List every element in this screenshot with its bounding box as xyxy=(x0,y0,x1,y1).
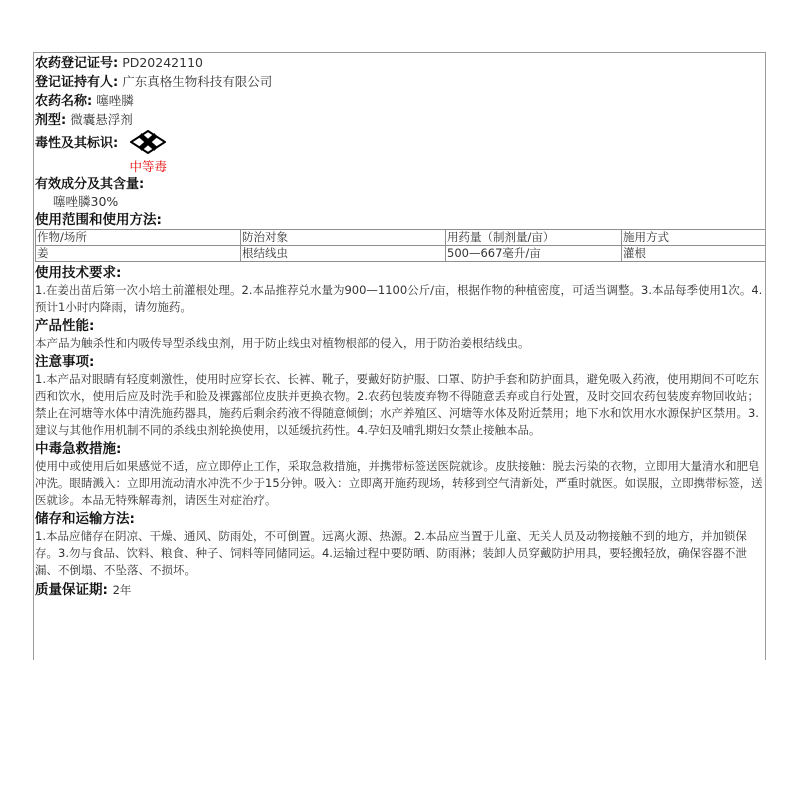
usage-cell-method: 灌根 xyxy=(622,246,767,262)
technical-text: 1.在姜出苗后第一次小培土前灌根处理。2.本品推荐兑水量为900—1100公斤/亩，根据作物的种植密度，可适当调整。3.本品每季使用1次。4.预计1小时内降雨，请勿施药。 xyxy=(35,283,763,314)
usage-cell-crop: 姜 xyxy=(36,246,241,262)
registration-value: PD20242110 xyxy=(122,55,203,70)
warranty-row xyxy=(35,582,765,599)
first-aid-text: 使用中或使用后如果感觉不适，应立即停止工作，采取急救措施，并携带标签送医院就诊。皮肤接触：脱去污染的衣物，立即用大量清水和肥皂冲洗。眼睛溅入：立即用流动清水冲洗不少于15分钟。吸入：立即离开施药现场，转移到空气清新处，严重时就医。如误服，立即携带标签，送医就诊。本品无特殊解毒剂，请医生对症治疗。 xyxy=(35,459,763,507)
first-aid-heading: 中毒急救措施: xyxy=(35,441,122,457)
formulation-label: 剂型: xyxy=(35,113,67,128)
usage-header-dosage: 用药量（制剂量/亩） xyxy=(446,230,622,246)
toxicity-diamond-cross-icon xyxy=(130,130,166,154)
active-ingredient-value: 噻唑膦30% xyxy=(53,194,119,209)
active-ingredient-row xyxy=(35,175,765,194)
registration-row xyxy=(35,54,765,73)
toxicity-row xyxy=(35,130,765,176)
table-row xyxy=(36,246,767,262)
holder-value: 广东真格生物科技有限公司 xyxy=(122,74,273,89)
usage-header-target: 防治对象 xyxy=(241,230,446,246)
precautions-heading: 注意事项: xyxy=(35,354,95,370)
usage-header-method: 施用方式 xyxy=(622,230,767,246)
toxicity-mark xyxy=(126,130,170,174)
storage-heading: 储存和运输方法: xyxy=(35,511,135,527)
holder-label: 登记证持有人: xyxy=(35,75,119,90)
pesticide-name-value: 噻唑膦 xyxy=(96,93,134,108)
warranty-value: 2年 xyxy=(112,583,132,597)
usage-cell-dosage: 500—667毫升/亩 xyxy=(446,246,622,262)
usage-table-header xyxy=(36,230,767,246)
usage-cell-target: 根结线虫 xyxy=(241,246,446,262)
performance-text: 本产品为触杀性和内吸传导型杀线虫剂，用于防止线虫对植物根部的侵入，用于防治姜根结线虫。 xyxy=(35,336,530,350)
technical-heading: 使用技术要求: xyxy=(35,265,122,281)
warranty-label: 质量保证期: xyxy=(35,582,108,598)
usage-heading: 使用范围和使用方法: xyxy=(35,212,162,228)
active-ingredient-label: 有效成分及其含量: xyxy=(35,177,145,192)
performance-heading: 产品性能: xyxy=(35,318,95,334)
storage-text: 1.本品应储存在阴凉、干燥、通风、防雨处，不可倒置。远离火源、热源。2.本品应当置于儿童、无关人员及动物接触不到的地方，并加锁保存。3.勿与食品、饮料、粮食、种子、饲料等同储同运。4.运输过程中要防晒、防雨淋；装卸人员穿戴防护用具，要轻搬轻放，确保容器不泄漏、不倒塌、不坠落、不损坏。 xyxy=(35,529,747,577)
formulation-row xyxy=(35,111,765,130)
toxicity-text: 中等毒 xyxy=(129,159,167,174)
pesticide-name-label: 农药名称: xyxy=(35,94,93,109)
toxicity-label: 毒性及其标识: xyxy=(35,136,119,151)
registration-label: 农药登记证号: xyxy=(35,56,119,71)
holder-row xyxy=(35,73,765,92)
usage-table xyxy=(35,229,766,262)
pesticide-label-document xyxy=(33,52,766,660)
usage-header-crop: 作物/场所 xyxy=(36,230,241,246)
precautions-text: 1.本产品对眼睛有轻度刺激性，使用时应穿长衣、长裤、靴子，要戴好防护服、口罩、防护手套和防护面具，避免吸入药液，使用期间不可吃东西和饮水，使用后应及时洗手和脸及裸露部位皮肤并更换衣物。2.农药包装废弃物不得随意丢弃或自行处置，及时交回农药包装废弃物回收站；禁止在河塘等水体中清洗施药器具，施药后剩余药液不得随意倾倒；水产养殖区、河塘等水体及附近禁用；地下水和饮用水水源保护区禁用。3.建议与其他作用机制不同的杀线虫剂轮换使用，以延缓抗药性。4.孕妇及哺乳期妇女禁止接触本品。 xyxy=(35,372,759,437)
formulation-value: 微囊悬浮剂 xyxy=(70,112,133,127)
pesticide-name-row xyxy=(35,92,765,111)
